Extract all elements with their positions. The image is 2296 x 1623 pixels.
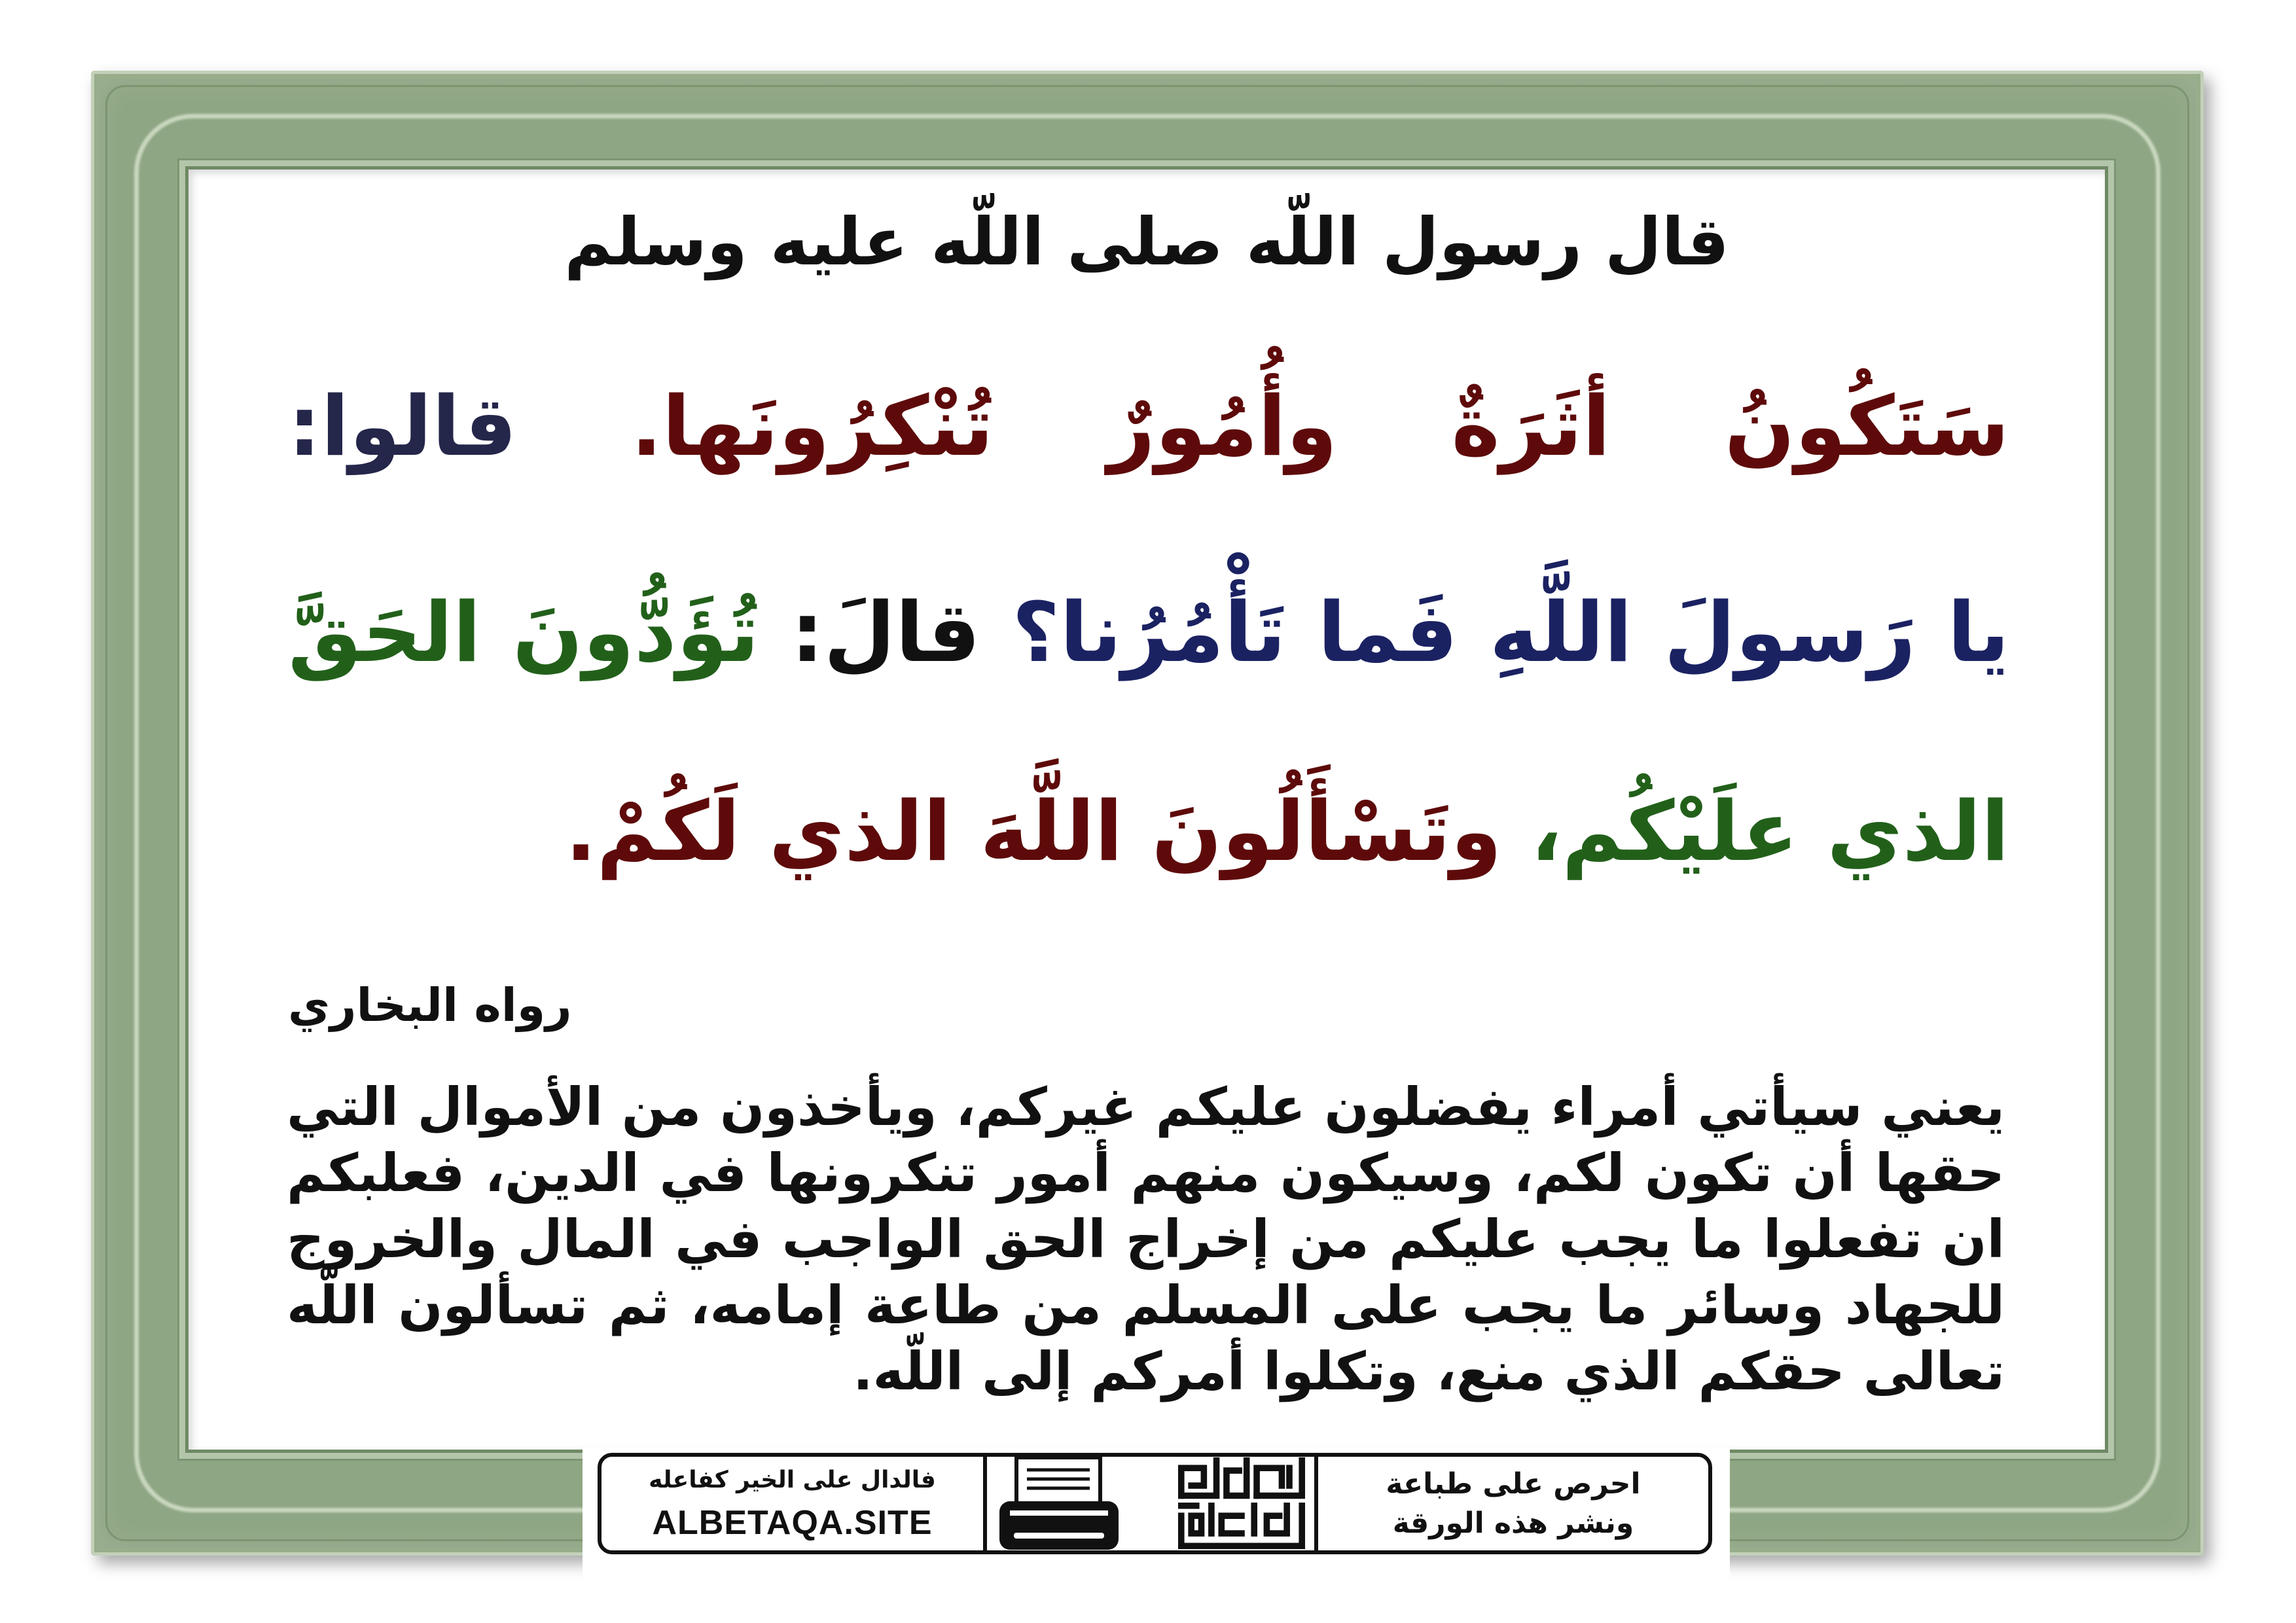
explanation-line: يعني سيأتي أمراء يفضلون عليكم غيركم، ويأخذون من الأموال التي bbox=[287, 1077, 2005, 1137]
footer-site-name: ALBETAQA.SITE bbox=[652, 1504, 933, 1542]
hadith-segment: يا رَسولَ اللَّهِ فَما تَأْمُرُنا؟ bbox=[1012, 584, 2010, 681]
printer-icon bbox=[997, 1454, 1121, 1552]
hadith-segment: تُؤَدُّونَ الحَقَّ bbox=[288, 584, 759, 681]
explanation-line: ان تفعلوا ما يجب عليكم من إخراج الحق الواجب في المال والخروج bbox=[287, 1209, 2005, 1270]
footer-divider bbox=[983, 1457, 987, 1550]
hadith-source: رواه البخاري bbox=[288, 978, 572, 1032]
hadith-line-3 bbox=[288, 747, 2009, 917]
footer-print-line-2: ونشر هذه الورقة bbox=[1392, 1507, 1634, 1540]
hadith-line-2 bbox=[288, 548, 2009, 718]
hadith-segment: الذي علَيْكُم، bbox=[1530, 783, 2009, 880]
footer-site-block bbox=[601, 1457, 983, 1550]
hadith-segment: قالوا: bbox=[288, 378, 517, 474]
footer-print-line-1: احرص على طباعة bbox=[1386, 1467, 1641, 1501]
kufic-logo-icon bbox=[1175, 1455, 1308, 1551]
footer-print-note bbox=[1318, 1457, 1708, 1550]
explanation-line: للجهاد وسائر ما يجب على المسلم من طاعة إمامه، ثم تسألون اللّه bbox=[287, 1275, 2005, 1336]
footer-proverb: فالدال على الخير كفاعله bbox=[649, 1467, 936, 1493]
page-title: قال رسول اللّه صلى اللّه عليه وسلم bbox=[564, 204, 1729, 280]
hadith-segment: سَتَكُونُ أثَرَةٌ وأُمُورٌ تُنْكِرُونَها. bbox=[630, 378, 2009, 474]
hadith-segment: وتَسْأَلُونَ اللَّهَ الذي لَكُمْ. bbox=[565, 783, 1502, 880]
explanation-line: حقها أن تكون لكم، وسيكون منهم أمور تنكرونها في الدين، فعلبكم bbox=[287, 1143, 2005, 1204]
hadith-segment: قالَ: bbox=[791, 584, 980, 681]
explanation-paragraph bbox=[287, 1074, 2005, 1404]
hadith-line-1 bbox=[288, 342, 2009, 512]
explanation-line: تعالى حقكم الذي منع، وتكلوا أمركم إلى اللّه. bbox=[853, 1341, 2005, 1402]
footer-bar bbox=[598, 1453, 1712, 1554]
